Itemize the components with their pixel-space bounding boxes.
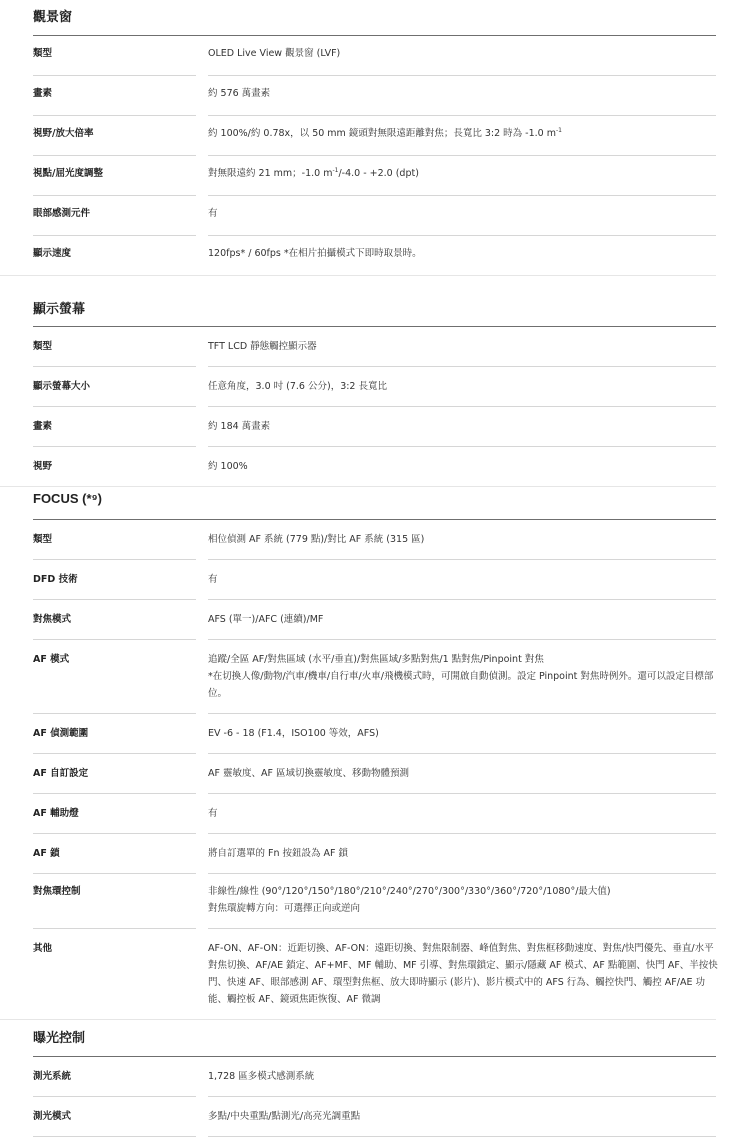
row-divider <box>33 639 196 640</box>
spec-value: TFT LCD 靜態觸控顯示器 <box>208 341 317 352</box>
spec-label: 視野/放大倍率 <box>33 128 94 139</box>
row-divider <box>33 1096 196 1097</box>
spec-value <box>208 651 718 702</box>
spec-label: 畫素 <box>33 88 53 99</box>
spec-value: 多點/中央重點/點測光/高亮光調重點 <box>208 1111 361 1122</box>
spec-label: AF 偵測範圍 <box>33 728 89 739</box>
spec-label: 對焦模式 <box>33 614 72 625</box>
row-divider <box>33 75 196 76</box>
spec-label: 類型 <box>33 534 53 545</box>
spec-label: AF 輔助燈 <box>33 808 79 819</box>
row-divider <box>208 155 716 156</box>
spec-label: 眼部感測元件 <box>33 208 91 219</box>
row-divider <box>208 235 716 236</box>
row-divider <box>33 928 196 929</box>
row-divider <box>33 599 196 600</box>
row-divider <box>208 446 716 447</box>
spec-value-line: 非線性/線性 (90°/120°/150°/180°/210°/240°/270°/300°/330°/360°/720°/1080°/最大值) <box>208 886 611 897</box>
row-divider <box>33 873 196 874</box>
row-divider <box>208 75 716 76</box>
spec-value: AFS (單一)/AFC (連續)/MF <box>208 614 324 625</box>
row-divider <box>208 1096 716 1097</box>
spec-label: 顯示速度 <box>33 248 72 259</box>
spec-label: AF 模式 <box>33 654 70 665</box>
row-divider <box>208 793 716 794</box>
row-divider <box>0 275 716 276</box>
spec-label: 其他 <box>33 943 53 954</box>
row-divider <box>208 1136 716 1137</box>
spec-label: 測光系統 <box>33 1071 72 1082</box>
row-divider <box>0 486 716 487</box>
spec-value: 對無限遠約 21 mm；-1.0 $m^{-1}/-4.0 - +2.0$ (dpt) <box>208 166 419 179</box>
spec-value-line: 對焦環旋轉方向：可選擇正向或逆向 <box>208 903 361 914</box>
spec-value: EV -6 - 18 (F1.4，ISO100 等效，AFS) <box>208 728 379 739</box>
spec-value: 120fps* / 60fps *在相片拍攝模式下即時取景時。 <box>208 248 422 259</box>
spec-value: 1,728 區多模式感測系統 <box>208 1071 315 1082</box>
row-divider <box>208 713 716 714</box>
spec-value: 任意角度，3.0 吋 (7.6 公分)，3:2 長寬比 <box>208 381 387 392</box>
spec-label: 視野 <box>33 461 53 472</box>
spec-label: DFD 技術 <box>33 574 78 585</box>
row-divider <box>208 406 716 407</box>
row-divider <box>33 115 196 116</box>
spec-label: 對焦環控制 <box>33 886 81 897</box>
spec-value: 約 100%/約 0.78x，以 50 mm 鏡頭對無限遠距離對焦；長寬比 3:2 時為 -1.0 $m^{-1}$ <box>208 126 562 139</box>
row-divider <box>33 713 196 714</box>
row-divider <box>33 793 196 794</box>
spec-label: 顯示螢幕大小 <box>33 381 91 392</box>
row-divider <box>33 753 196 754</box>
row-divider <box>208 115 716 116</box>
row-divider <box>33 833 196 834</box>
row-divider <box>0 1019 716 1020</box>
row-divider <box>208 639 716 640</box>
row-divider <box>208 195 716 196</box>
row-divider <box>33 155 196 156</box>
row-divider <box>33 446 196 447</box>
spec-value: 約 576 萬畫素 <box>208 88 271 99</box>
spec-value: OLED Live View 觀景窗 (LVF) <box>208 48 341 59</box>
row-divider <box>33 406 196 407</box>
row-divider <box>208 559 716 560</box>
row-divider <box>208 928 716 929</box>
section-title-monitor: 顯示螢幕 <box>33 302 86 317</box>
spec-value: AF 靈敏度、AF 區域切換靈敏度、移動物體預測 <box>208 768 409 779</box>
spec-label: 類型 <box>33 341 53 352</box>
spec-value: 將自訂選單的 Fn 按鈕設為 AF 鎖 <box>208 848 349 859</box>
row-divider <box>208 873 716 874</box>
section-divider <box>33 519 716 520</box>
spec-value: 相位偵測 AF 系統 (779 點)/對比 AF 系統 (315 區) <box>208 534 425 545</box>
section-title-focus: FOCUS (*⁹) <box>33 491 102 506</box>
spec-value-line: 追蹤/全區 AF/對焦區域 (水平/垂直)/對焦區域/多點對焦/1 點對焦/Pinpoint 對焦 <box>208 654 544 665</box>
spec-value: 有 <box>208 808 218 819</box>
spec-value <box>208 883 718 917</box>
section-divider <box>33 35 716 36</box>
spec-value-note: *在切換人像/動物/汽車/機車/自行車/火車/飛機模式時，可開啟自動偵測。設定 Pinpoint 對焦時例外。還可以設定目標部位。 <box>208 671 714 699</box>
row-divider <box>33 559 196 560</box>
spec-value: 約 100% <box>208 461 248 472</box>
spec-label: AF 鎖 <box>33 848 60 859</box>
spec-value: 有 <box>208 574 218 585</box>
row-divider <box>208 366 716 367</box>
section-divider <box>33 326 716 327</box>
row-divider <box>208 599 716 600</box>
spec-label: 視點/屈光度調整 <box>33 168 103 179</box>
spec-value: AF-ON、AF-ON：近距切換、AF-ON：遠距切換、對焦限制器、峰值對焦、對焦框移動速度、對焦/快門優先、垂直/水平對焦切換、AF/AE 鎖定、AF+MF、MF 輔助、MF 引導、對焦環鎖定、顯示/隱藏 AF 模式、AF 點範圍、快門 AF、半按快門、快速 AF、眼部感測 AF、環型對焦框、放大即時顯示 (影片)、影片模式中的 AFS 行為、觸控快門、觸控 AF/AE 功能、觸控板 AF、鏡頭焦距恢復、AF 微調 <box>208 943 718 1005</box>
spec-label: 畫素 <box>33 421 53 432</box>
row-divider <box>33 366 196 367</box>
row-divider <box>33 235 196 236</box>
row-divider <box>208 833 716 834</box>
spec-value: 約 184 萬畫素 <box>208 421 271 432</box>
spec-label: 測光模式 <box>33 1111 72 1122</box>
spec-label: 類型 <box>33 48 53 59</box>
section-title-exposure: 曝光控制 <box>33 1031 86 1046</box>
spec-label: AF 自訂設定 <box>33 768 89 779</box>
row-divider <box>33 1136 196 1137</box>
row-divider <box>208 753 716 754</box>
spec-value: 有 <box>208 208 218 219</box>
section-divider <box>33 1056 716 1057</box>
row-divider <box>33 195 196 196</box>
section-title-viewfinder: 觀景窗 <box>33 10 73 25</box>
